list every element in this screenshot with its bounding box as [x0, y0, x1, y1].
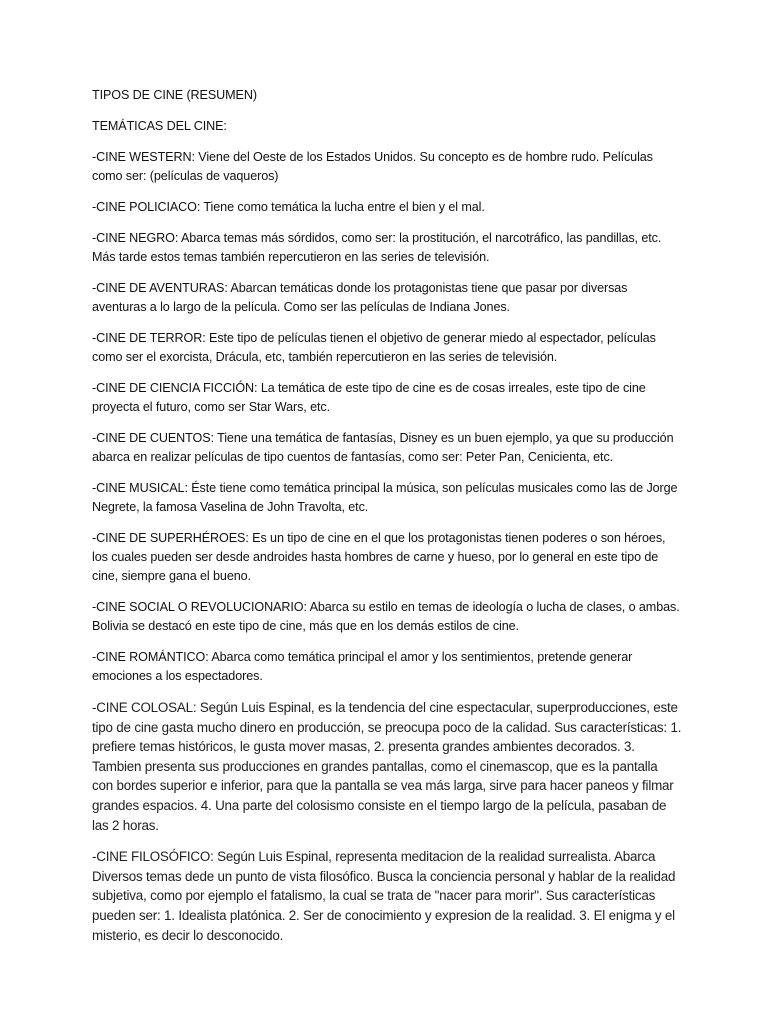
paragraph-cine-policiaco: -CINE POLICIACO: Tiene como temática la lucha entre el bien y el mal. [92, 200, 485, 214]
paragraph-cine-negro: -CINE NEGRO: Abarca temas más sórdidos, como ser: la prostitución, el narcotráfico, las pandillas, etc. Más tarde estos temas también repercutieron en las series de televisión. [92, 231, 662, 264]
paragraph-cine-aventuras: -CINE DE AVENTURAS: Abarcan temáticas donde los protagonistas tiene que pasar por diversas aventuras a lo largo de la película. Como ser las películas de Indiana Jones. [92, 281, 628, 314]
paragraph-cine-musical: -CINE MUSICAL: Éste tiene como temática principal la música, son películas musicales como las de Jorge Negrete, la famosa Vaselina de John Travolta, etc. [92, 481, 678, 514]
paragraph-cine-romantico: -CINE ROMÁNTICO: Abarca como temática principal el amor y los sentimientos, pretende generar emociones a los espectadores. [92, 650, 633, 683]
paragraph-cine-colosal: -CINE COLOSAL: Según Luis Espinal, es la tendencia del cine espectacular, superproducciones, este tipo de cine gasta mucho dinero en producción, se preocupa poco de la calidad. Sus características: 1. prefiere temas históricos, le gusta mover masas, 2. presenta grandes ambientes decorados. 3. Tambien presenta sus producciones en grandes pantallas, como el cinemascop, que es la pantalla con bordes superior e inferior, para que la pantalla se vea más larga, sirve para hacer paneos y filmar grandes espacios. 4. Una parte del colosismo consiste en el tiempo largo de la película, pasaban de las 2 horas. [92, 700, 682, 833]
paragraph-cine-terror: -CINE DE TERROR: Este tipo de películas tienen el objetivo de generar miedo al espectador, películas como ser el exorcista, Drácula, etc, también repercutieron en las series de televisión. [92, 331, 656, 364]
paragraph-cine-filosofico: -CINE FILOSÓFICO: Según Luis Espinal, representa meditacion de la realidad surrealista. Abarca Diversos temas dede un punto de vista filosófico. Busca la conciencia personal y hablar de la realidad subjetiva, como por ejemplo el fatalismo, la cual se trata de "nacer para morir". Sus características pueden ser: 1. Idealista platónica. 2. Ser de conocimiento y expresion de la realidad. 3. El enigma y el misterio, es decir lo desconocido. [92, 849, 676, 943]
section-heading: TEMÁTICAS DEL CINE: [92, 119, 227, 133]
document-title: TIPOS DE CINE (RESUMEN) [92, 88, 257, 102]
document-page [92, 86, 682, 957]
paragraph-cine-superheroes: -CINE DE SUPERHÉROES: Es un tipo de cine en el que los protagonistas tienen poderes o son héroes, los cuales pueden ser desde androides hasta hombres de carne y hueso, por lo general en este tipo de cine, siempre gana el bueno. [92, 531, 666, 583]
paragraph-cine-ciencia-ficcion: -CINE DE CIENCIA FICCIÓN: La temática de este tipo de cine es de cosas irreales, este tipo de cine proyecta el futuro, como ser Star Wars, etc. [92, 381, 646, 414]
paragraph-cine-cuentos: -CINE DE CUENTOS: Tiene una temática de fantasías, Disney es un buen ejemplo, ya que su producción abarca en realizar películas de tipo cuentos de fantasías, como ser: Peter Pan, Cenicienta, etc. [92, 431, 674, 464]
paragraph-cine-western: -CINE WESTERN: Viene del Oeste de los Estados Unidos. Su concepto es de hombre rudo. Películas como ser: (películas de vaqueros) [92, 150, 653, 183]
paragraph-cine-social: -CINE SOCIAL O REVOLUCIONARIO: Abarca su estilo en temas de ideología o lucha de clases, o ambas. Bolivia se destacó en este tipo de cine, más que en los demás estilos de cine. [92, 600, 680, 633]
